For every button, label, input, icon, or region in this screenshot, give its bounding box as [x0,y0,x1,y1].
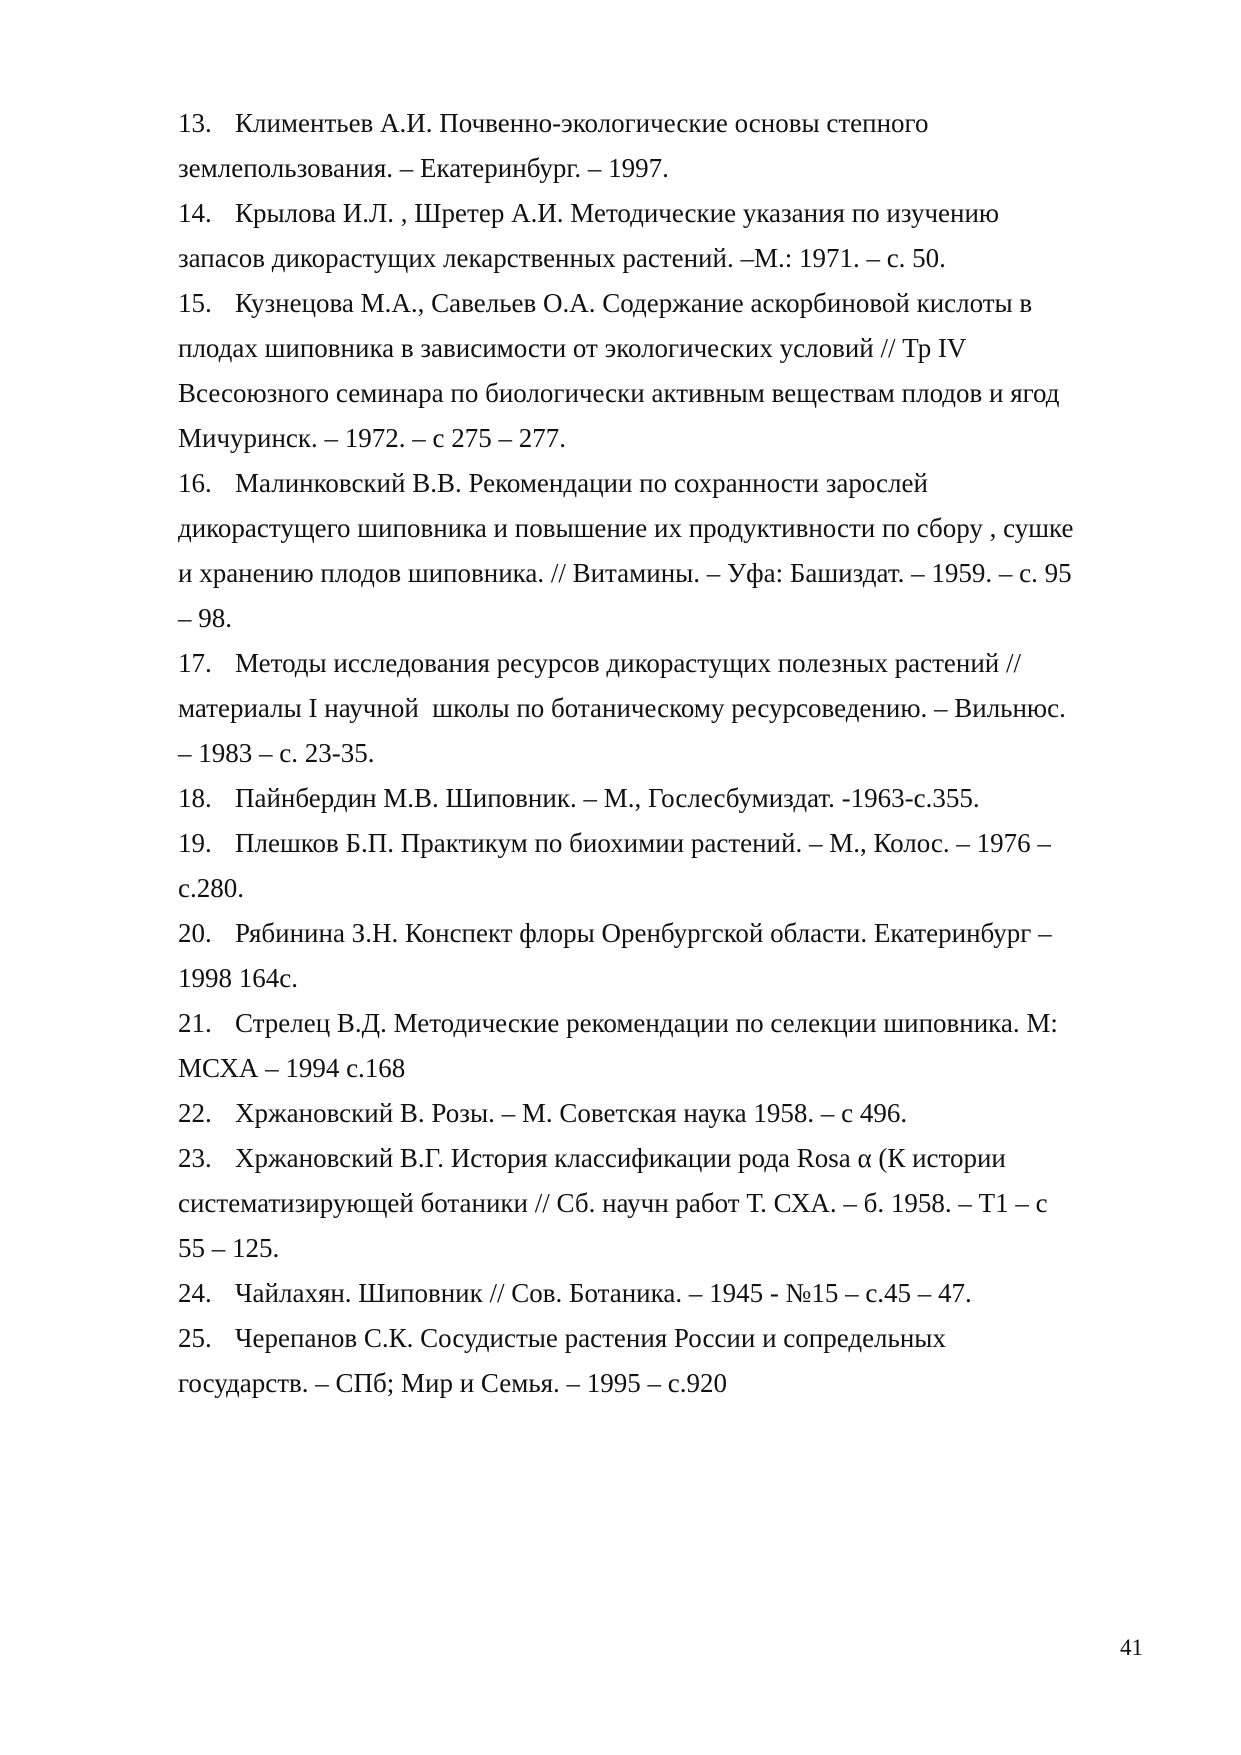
reference-entry-continuation-line [178,152,669,184]
reference-number: 18. [178,783,212,813]
reference-entry-first-line [178,107,928,139]
reference-text: Чайлахян. Шиповник // Сов. Ботаника. – 1945 - №15 – с.45 – 47. [235,1278,972,1308]
reference-text: Пайнбердин М.В. Шиповник. – М., Гослесбумиздат. -1963-с.355. [235,783,980,813]
reference-entry-continuation-line [178,962,298,994]
reference-entry-first-line [178,917,1052,949]
reference-entry-first-line [178,1097,907,1129]
reference-number: 14. [178,198,212,228]
reference-text: Мичуринск. – 1972. – с 275 – 277. [178,423,567,453]
reference-text: запасов дикорастущих лекарственных растений. –М.: 1971. – с. 50. [178,243,946,273]
reference-text: Крылова И.Л. , Шретер А.И. Методические указания по изучению [235,198,1000,228]
reference-number: 23. [178,1143,212,1173]
reference-entry-continuation-line [178,557,1072,589]
reference-text: 1998 164с. [178,963,298,993]
reference-entry-first-line [178,1277,972,1309]
reference-text: – 98. [178,603,232,633]
reference-text: государств. – СПб; Мир и Семья. – 1995 – с.920 [178,1368,728,1398]
reference-number: 19. [178,828,212,858]
reference-entry-continuation-line [178,1052,405,1084]
reference-entry-continuation-line [178,737,374,769]
reference-entry-continuation-line [178,377,1060,409]
reference-entry-continuation-line [178,332,966,364]
reference-entry-first-line [178,197,999,229]
reference-text: Методы исследования ресурсов дикорастущих полезных растений // [235,648,1021,678]
reference-text: Черепанов С.К. Сосудистые растения России и сопредельных [235,1323,946,1353]
reference-text: Хржановский В. Розы. – М. Советская наука 1958. – с 496. [235,1098,908,1128]
reference-text: Рябинина З.Н. Конспект флоры Оренбургской области. Екатеринбург – [235,918,1052,948]
reference-text: Всесоюзного семинара по биологически активным веществам плодов и ягод [178,378,1060,408]
reference-text: землепользования. – Екатеринбург. – 1997. [178,153,669,183]
reference-entry-continuation-line [178,602,232,634]
reference-entry-first-line [178,782,980,814]
reference-entry-first-line [178,647,1021,679]
reference-text: материалы I научной школы по ботаническому ресурсоведению. – Вильнюс. [178,693,1066,723]
reference-entry-continuation-line [178,872,244,904]
reference-number: 15. [178,288,212,318]
reference-number: 22. [178,1098,212,1128]
reference-number: 21. [178,1008,212,1038]
reference-entry-continuation-line [178,1187,1048,1219]
reference-text: дикорастущего шиповника и повышение их продуктивности по сбору , сушке [178,513,1074,543]
reference-entry-first-line [178,827,1051,859]
reference-entry-continuation-line [178,692,1066,724]
reference-entry-first-line [178,467,928,499]
reference-entry-first-line [178,1322,946,1354]
reference-entry-first-line [178,1007,1058,1039]
reference-entry-continuation-line [178,242,946,274]
reference-number: 17. [178,648,212,678]
reference-text: – 1983 – с. 23-35. [178,738,375,768]
reference-number: 24. [178,1278,212,1308]
reference-text: МСХА – 1994 с.168 [178,1053,406,1083]
reference-entry-continuation-line [178,1232,279,1264]
reference-text: Хржановский В.Г. История классификации рода Rosa α (К истории [235,1143,1006,1173]
reference-text: 55 – 125. [178,1233,280,1263]
reference-text: и хранению плодов шиповника. // Витамины. – Уфа: Башиздат. – 1959. – с. 95 [178,558,1072,588]
reference-entry-first-line [178,1142,1006,1174]
reference-text: с.280. [178,873,244,903]
reference-text: Климентьев А.И. Почвенно-экологические основы степного [235,108,929,138]
reference-entry-continuation-line [178,422,566,454]
reference-number: 16. [178,468,212,498]
reference-text: Стрелец В.Д. Методические рекомендации по селекции шиповника. М: [235,1008,1058,1038]
reference-number: 13. [178,108,212,138]
reference-entry-first-line [178,287,1032,319]
reference-text: плодах шиповника в зависимости от экологических условий // Тр IV [178,333,967,363]
page-number: 41 [1120,1635,1143,1660]
reference-number: 25. [178,1323,212,1353]
reference-text: Малинковский В.В. Рекомендации по сохранности зарослей [235,468,928,498]
reference-text: Плешков Б.П. Практикум по биохимии растений. – М., Колос. – 1976 – [235,828,1051,858]
reference-entry-continuation-line [178,1367,727,1399]
reference-number: 20. [178,918,212,948]
reference-entry-continuation-line [178,512,1073,544]
reference-text: Кузнецова М.А., Савельев О.А. Содержание аскорбиновой кислоты в [235,288,1033,318]
reference-text: систематизирующей ботаники // Сб. научн работ Т. СХА. – б. 1958. – Т1 – с [178,1188,1048,1218]
